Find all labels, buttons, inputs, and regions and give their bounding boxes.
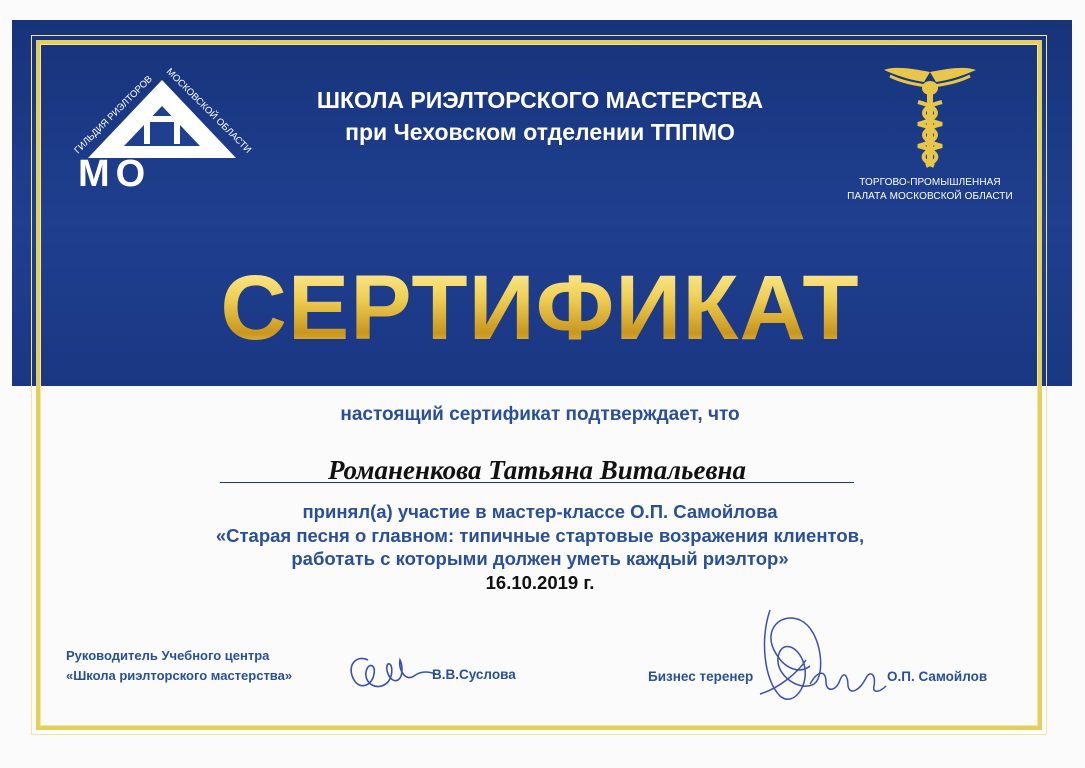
school-title <box>290 84 790 148</box>
left-signatory-role <box>66 646 346 686</box>
tpp-caption-line2: ПАЛАТА МОСКОВСКОЙ ОБЛАСТИ <box>847 191 1013 202</box>
caduceus-icon <box>880 62 980 172</box>
right-signature-icon <box>740 600 910 710</box>
left-role-line2: «Школа риэлторского мастерства» <box>66 668 293 683</box>
left-role-line1: Руководитель Учебного центра <box>66 648 270 663</box>
guild-logo-icon <box>58 62 268 192</box>
school-title-line2: при Чеховском отделении ТППМО <box>345 119 735 145</box>
school-title-line1: ШКОЛА РИЭЛТОРСКОГО МАСТЕРСТВА <box>316 87 764 113</box>
left-signatory-name: В.В.Суслова <box>432 667 516 682</box>
certificate-heading: СЕРТИФИКАТ <box>150 258 930 358</box>
body-line3: работать с которыми должен уметь каждый риэлтор» <box>291 548 789 569</box>
right-signatory-role: Бизнес теренер <box>648 669 754 684</box>
guild-arc-right: МОСКОВСКОЙ ОБЛАСТИ <box>163 66 254 156</box>
guild-letters: МО <box>78 153 152 192</box>
tpp-caption-line1: ТОРГОВО-ПРОМЫШЛЕННАЯ <box>859 177 1001 188</box>
body-text <box>160 500 920 594</box>
right-signatory-name: О.П. Самойлов <box>887 669 988 684</box>
guild-arc-left: ГИЛЬДИЯ РИЭЛТОРОВ <box>72 73 155 157</box>
event-date: 16.10.2019 г. <box>485 571 595 593</box>
tpp-caption <box>830 176 1030 204</box>
name-underline <box>220 482 854 483</box>
body-line1: принял(а) участие в мастер-классе О.П. Самойлова <box>302 501 778 522</box>
left-signature-icon <box>338 640 438 710</box>
confirm-text: настоящий сертификат подтверждает, что <box>340 404 740 425</box>
body-line2: «Старая песня о главном: типичные стартовые возражения клиентов, <box>215 524 865 546</box>
recipient-name: Романенкова Татьяна Витальевна <box>328 455 746 485</box>
